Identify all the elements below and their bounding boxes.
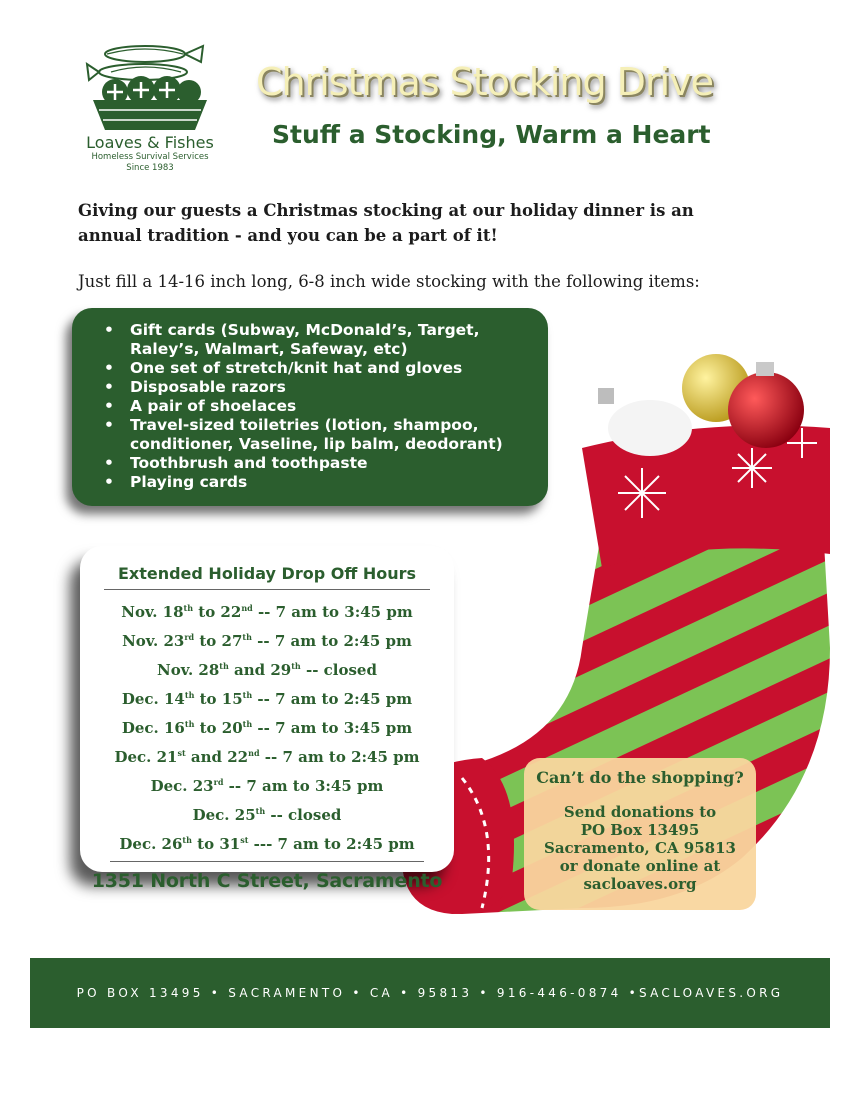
- ornament-red: [728, 372, 804, 448]
- donate-line: Send donations to: [563, 803, 717, 821]
- donate-box: [524, 758, 756, 910]
- donate-line: PO Box 13495: [580, 821, 700, 839]
- hours-row: Dec. 21st and 22nd -- 7 am to 2:45 pm: [114, 748, 420, 766]
- instructions-paragraph: Just fill a 14-16 inch long, 6-8 inch wide stocking with the following items:: [78, 272, 700, 291]
- footer-contact-bar: PO BOX 13495 • SACRAMENTO • CA • 95813 • 916-446-0874 •SACLOAVES.ORG: [30, 958, 830, 1028]
- logo-name: Loaves & Fishes: [86, 133, 214, 152]
- list-item: • Toothbrush and toothpaste: [104, 454, 526, 473]
- list-item: • Disposable razors: [104, 378, 526, 397]
- intro-paragraph: Giving our guests a Christmas stocking at our holiday dinner is an annual tradition - and you can be a part of it!: [78, 201, 694, 245]
- loaves-fishes-logo: [72, 40, 228, 180]
- page-title: Christmas Stocking Drive: [256, 60, 713, 104]
- donate-line: Sacramento, CA 95813: [544, 839, 736, 857]
- list-item: • Travel-sized toiletries (lotion, shampoo, conditioner, Vaseline, lip balm, deodorant): [104, 416, 526, 454]
- hours-row: Nov. 28th and 29th -- closed: [157, 661, 377, 679]
- donate-line: or donate online at: [559, 857, 721, 875]
- hours-title: Extended Holiday Drop Off Hours: [104, 546, 430, 590]
- drop-off-hours-box: [80, 546, 454, 892]
- hours-row: Dec. 16th to 20th -- 7 am to 3:45 pm: [121, 719, 413, 737]
- fish-bread-basket-icon: [85, 40, 215, 132]
- logo-tagline: Homeless Survival Services: [91, 152, 209, 162]
- list-item: • Playing cards: [104, 473, 526, 492]
- address: 1351 North C Street, Sacramento: [91, 870, 443, 892]
- list-item: • A pair of shoelaces: [104, 397, 526, 416]
- hours-row: Dec. 25th -- closed: [192, 806, 342, 824]
- page-subtitle: Stuff a Stocking, Warm a Heart: [272, 120, 711, 149]
- hours-row: Dec. 26th to 31st --- 7 am to 2:45 pm: [119, 835, 415, 853]
- items-list-box: [72, 308, 548, 506]
- list-item: • Gift cards (Subway, McDonald’s, Target, Raley’s, Walmart, Safeway, etc): [104, 321, 526, 359]
- list-item: • One set of stretch/knit hat and gloves: [104, 359, 526, 378]
- logo-since: Since 1983: [126, 163, 174, 173]
- donate-link[interactable]: sacloaves.org: [583, 875, 697, 893]
- hours-row: Nov. 23rd to 27th -- 7 am to 2:45 pm: [122, 632, 412, 650]
- hours-row: Dec. 14th to 15th -- 7 am to 2:45 pm: [121, 690, 413, 708]
- donate-title: Can’t do the shopping?: [536, 768, 744, 787]
- hours-row: Nov. 18th to 22nd -- 7 am to 3:45 pm: [121, 603, 413, 621]
- divider: [110, 861, 424, 862]
- items-list: [104, 321, 526, 492]
- donate-lines: [524, 803, 756, 893]
- hours-list: [80, 590, 454, 857]
- hours-row: Dec. 23rd -- 7 am to 3:45 pm: [150, 777, 384, 795]
